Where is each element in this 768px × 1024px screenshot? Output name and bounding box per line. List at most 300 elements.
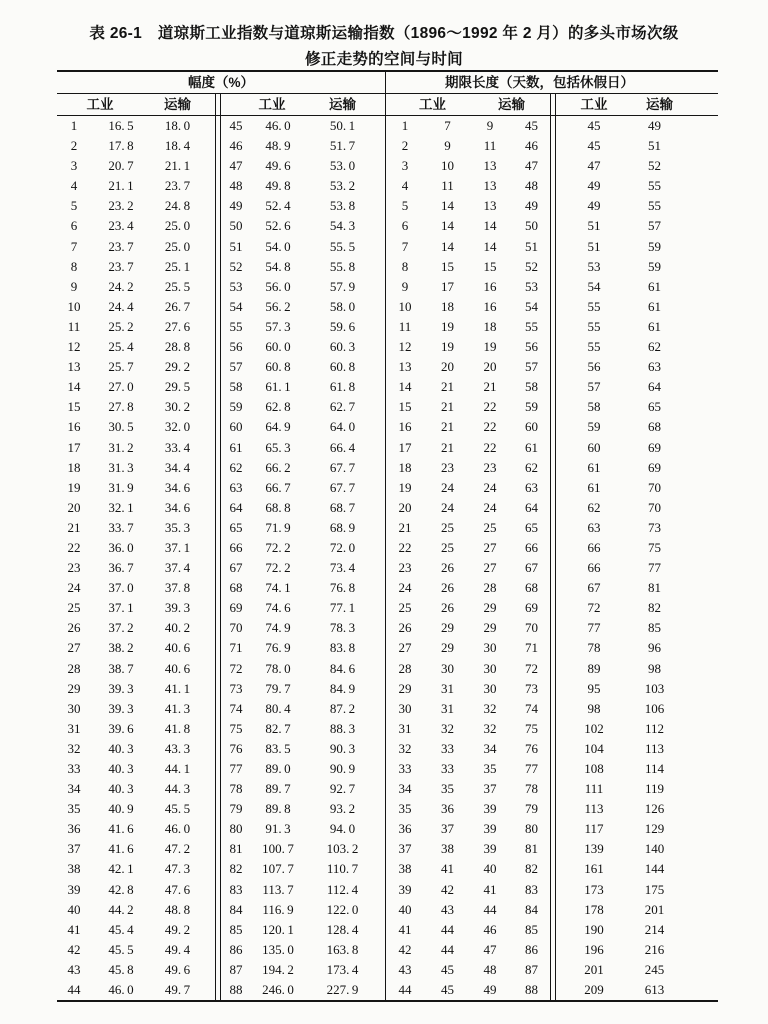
row-num-dur-1: 35 [398, 801, 412, 817]
amp-industry-1: 23. 4 [108, 218, 134, 234]
amp-industry-1: 45. 4 [108, 921, 134, 937]
dur-transport-1: 32 [483, 720, 497, 736]
row-num-amp-1: 19 [67, 479, 81, 495]
dur-industry-1: 21 [441, 399, 454, 415]
table-row [57, 498, 718, 518]
table-row [57, 458, 718, 478]
dur-industry-2: 51 [587, 218, 601, 234]
row-num-amp-2: 45 [229, 118, 243, 133]
row-num-dur-1: 16 [398, 419, 412, 435]
row-num-amp-1: 6 [70, 218, 78, 234]
amp-industry-2: 56. 0 [265, 278, 291, 294]
dur-industry-1: 18 [441, 298, 454, 314]
amp-industry-2: 82. 7 [265, 720, 291, 736]
row-num-amp-1: 7 [70, 238, 78, 254]
dur-transport-2: 61 [648, 298, 661, 314]
table-row [57, 719, 718, 739]
col-header-industry-1: 工业 [86, 97, 114, 112]
dur-transport-1: 14 [483, 238, 497, 254]
amp-transport-1: 37. 8 [164, 580, 191, 596]
amp-industry-1: 40. 3 [108, 781, 134, 797]
dur-industry-1: 33 [441, 740, 454, 756]
dur-industry-1: 9 [444, 138, 451, 154]
row-num-dur-1: 1 [401, 118, 409, 133]
row-num-dur-2: 70 [525, 620, 538, 636]
row-num-amp-2: 56 [229, 339, 243, 355]
row-num-dur-1: 6 [401, 218, 409, 234]
dur-transport-1: 24 [483, 499, 497, 515]
amp-transport-2: 83. 8 [329, 640, 356, 656]
table-row [57, 438, 718, 458]
dur-industry-1: 19 [441, 318, 454, 334]
amp-transport-2: 50. 1 [329, 118, 356, 133]
amp-industry-2: 194. 2 [262, 961, 294, 977]
amp-transport-1: 25. 1 [164, 258, 191, 274]
amp-transport-1: 32. 0 [164, 419, 191, 435]
amp-industry-1: 23. 7 [108, 258, 134, 274]
dur-transport-1: 21 [483, 379, 497, 395]
dur-industry-2: 161 [584, 861, 604, 877]
row-num-dur-1: 33 [398, 761, 412, 776]
row-num-dur-2: 57 [525, 359, 538, 375]
amp-industry-1: 39. 3 [108, 680, 134, 696]
dur-industry-2: 66 [587, 539, 601, 555]
dur-transport-2: 96 [648, 640, 661, 656]
row-num-dur-2: 54 [525, 298, 538, 314]
dur-transport-1: 39 [483, 801, 497, 817]
dur-transport-1: 9 [486, 118, 494, 133]
amp-transport-1: 23. 7 [164, 178, 191, 194]
table-row [57, 116, 718, 136]
row-num-dur-1: 39 [398, 881, 412, 897]
amp-industry-2: 56. 2 [265, 298, 291, 314]
amp-transport-1: 44. 1 [164, 761, 191, 776]
dur-transport-2: 82 [648, 600, 661, 616]
row-num-dur-1: 11 [398, 318, 412, 334]
row-num-dur-1: 38 [398, 861, 412, 877]
row-num-dur-1: 44 [398, 982, 412, 998]
row-num-dur-1: 40 [398, 901, 412, 917]
row-num-dur-2: 69 [525, 600, 538, 616]
row-num-amp-1: 17 [67, 439, 81, 455]
dur-transport-2: 51 [648, 138, 661, 154]
row-num-amp-2: 65 [229, 519, 243, 535]
dur-industry-1: 43 [441, 901, 454, 917]
amp-industry-1: 42. 1 [108, 861, 134, 877]
amplitude-group-divider-line [215, 94, 221, 1000]
row-num-dur-1: 7 [401, 238, 409, 254]
row-num-dur-1: 28 [398, 660, 412, 676]
dur-industry-2: 60 [587, 439, 601, 455]
table-row [57, 638, 718, 658]
amp-industry-2: 60. 0 [265, 339, 291, 355]
dur-transport-2: 114 [644, 761, 665, 776]
row-num-amp-1: 42 [67, 941, 81, 957]
row-num-dur-1: 8 [401, 258, 409, 274]
dur-transport-2: 201 [644, 901, 665, 917]
dur-transport-2: 49 [648, 118, 661, 133]
dur-transport-1: 30 [483, 660, 497, 676]
amp-transport-1: 25. 0 [164, 218, 191, 234]
dur-transport-2: 61 [648, 318, 661, 334]
amp-industry-1: 27. 8 [108, 399, 134, 415]
amp-transport-1: 33. 4 [164, 439, 191, 455]
row-num-amp-2: 63 [229, 479, 243, 495]
dur-transport-1: 20 [483, 359, 497, 375]
row-num-amp-2: 70 [229, 620, 243, 636]
table-body [57, 116, 718, 1000]
amp-transport-1: 18. 4 [164, 138, 191, 154]
dur-industry-1: 14 [441, 198, 454, 214]
amp-industry-2: 113. 7 [262, 881, 294, 897]
table-row [57, 216, 718, 236]
table-row [57, 920, 718, 940]
row-num-dur-2: 75 [525, 720, 538, 736]
row-num-dur-1: 34 [398, 781, 412, 797]
row-num-dur-2: 46 [525, 138, 538, 154]
row-num-amp-2: 84 [229, 901, 243, 917]
row-num-dur-1: 29 [398, 680, 412, 696]
amp-industry-1: 25. 7 [108, 359, 134, 375]
amp-transport-2: 68. 7 [329, 499, 356, 515]
amp-industry-1: 33. 7 [108, 519, 134, 535]
amp-transport-1: 46. 0 [164, 821, 191, 837]
amp-industry-2: 60. 8 [265, 359, 291, 375]
amp-transport-2: 73. 4 [329, 560, 356, 576]
row-num-amp-2: 69 [229, 600, 243, 616]
dur-industry-2: 108 [584, 761, 604, 776]
amp-industry-2: 78. 0 [265, 660, 291, 676]
col-header-industry-4: 工业 [580, 97, 608, 112]
dur-industry-2: 98 [587, 700, 601, 716]
dur-industry-1: 24 [441, 499, 454, 515]
row-num-dur-1: 42 [398, 941, 412, 957]
row-num-amp-1: 32 [67, 740, 81, 756]
dur-industry-1: 32 [441, 720, 454, 736]
row-num-amp-2: 83 [229, 881, 243, 897]
row-num-dur-2: 49 [525, 198, 538, 214]
row-num-dur-2: 58 [525, 379, 538, 395]
dur-industry-1: 44 [441, 941, 454, 957]
amp-industry-1: 38. 7 [108, 660, 134, 676]
dur-transport-2: 113 [644, 740, 665, 756]
table-row [57, 558, 718, 578]
amp-transport-1: 45. 5 [164, 801, 191, 817]
row-num-amp-1: 9 [70, 278, 78, 294]
row-num-dur-2: 48 [525, 178, 538, 194]
row-num-amp-1: 30 [67, 700, 81, 716]
dur-transport-1: 40 [483, 861, 497, 877]
dur-industry-1: 19 [441, 339, 454, 355]
dur-industry-1: 21 [441, 439, 454, 455]
dur-industry-1: 15 [441, 258, 454, 274]
dur-industry-2: 139 [584, 841, 604, 857]
row-num-dur-1: 24 [398, 580, 412, 596]
dur-industry-1: 26 [441, 580, 454, 596]
table-row [57, 518, 718, 538]
dur-industry-2: 61 [587, 479, 601, 495]
row-num-amp-2: 53 [229, 278, 243, 294]
row-num-amp-1: 27 [67, 640, 81, 656]
amp-transport-2: 110. 7 [326, 861, 359, 877]
amp-transport-2: 76. 8 [329, 580, 356, 596]
row-num-amp-2: 68 [229, 580, 243, 596]
row-num-amp-2: 55 [229, 318, 243, 334]
row-num-dur-1: 19 [398, 479, 412, 495]
amp-transport-2: 90. 9 [329, 761, 356, 776]
row-num-dur-2: 86 [525, 941, 538, 957]
dur-industry-1: 31 [441, 700, 454, 716]
dur-industry-2: 104 [584, 740, 604, 756]
dur-industry-1: 36 [441, 801, 454, 817]
row-num-amp-1: 11 [67, 318, 81, 334]
amp-industry-1: 40. 3 [108, 740, 134, 756]
dur-transport-2: 216 [644, 941, 665, 957]
row-num-amp-1: 24 [67, 580, 81, 596]
amp-industry-2: 74. 9 [265, 620, 291, 636]
dur-industry-2: 196 [584, 941, 604, 957]
dur-industry-1: 41 [441, 861, 454, 877]
row-num-amp-2: 57 [229, 359, 243, 375]
row-num-dur-2: 68 [525, 580, 538, 596]
amp-industry-2: 79. 7 [265, 680, 291, 696]
amp-transport-2: 77. 1 [329, 600, 356, 616]
dur-transport-1: 22 [483, 399, 497, 415]
row-num-amp-2: 79 [229, 801, 243, 817]
dur-transport-1: 14 [483, 218, 497, 234]
table-row [57, 859, 718, 879]
amp-industry-2: 72. 2 [265, 560, 291, 576]
amp-industry-1: 37. 1 [108, 600, 134, 616]
table-row [57, 317, 718, 337]
amp-transport-1: 24. 8 [164, 198, 191, 214]
dur-industry-1: 14 [441, 238, 454, 254]
dur-transport-2: 68 [648, 419, 661, 435]
row-num-amp-1: 35 [67, 801, 81, 817]
row-num-amp-2: 54 [229, 298, 243, 314]
amp-transport-2: 84. 6 [329, 660, 356, 676]
row-num-dur-1: 21 [398, 519, 412, 535]
amp-transport-2: 72. 0 [329, 539, 356, 555]
row-num-dur-2: 53 [525, 278, 538, 294]
amp-transport-1: 30. 2 [164, 399, 191, 415]
dur-transport-2: 106 [644, 700, 665, 716]
dur-industry-2: 72 [587, 600, 601, 616]
amp-transport-1: 40. 6 [164, 660, 191, 676]
row-num-dur-1: 17 [398, 439, 412, 455]
amp-industry-1: 40. 9 [108, 801, 134, 817]
table-row [57, 357, 718, 377]
dur-transport-1: 16 [483, 278, 497, 294]
row-num-amp-2: 48 [229, 178, 243, 194]
row-num-dur-2: 63 [525, 479, 538, 495]
dur-transport-2: 175 [644, 881, 665, 897]
dur-industry-2: 63 [587, 519, 601, 535]
dur-transport-1: 22 [483, 439, 497, 455]
dur-industry-2: 49 [587, 178, 601, 194]
row-num-amp-2: 74 [229, 700, 243, 716]
dur-industry-2: 57 [587, 379, 601, 395]
row-num-amp-1: 21 [67, 519, 81, 535]
table-row [57, 679, 718, 699]
dur-transport-2: 126 [644, 801, 665, 817]
row-num-dur-2: 66 [525, 539, 538, 555]
row-num-amp-2: 66 [229, 539, 243, 555]
dur-industry-2: 190 [584, 921, 604, 937]
row-num-dur-1: 2 [401, 138, 409, 154]
amp-industry-1: 31. 3 [108, 459, 134, 475]
row-num-dur-2: 74 [525, 700, 538, 716]
table-caption [0, 21, 768, 73]
row-num-amp-2: 46 [229, 138, 243, 154]
row-num-amp-2: 80 [229, 821, 243, 837]
col-header-transport-3: 运输 [498, 97, 525, 112]
dur-transport-2: 129 [644, 821, 665, 837]
table-column-header-row [57, 94, 718, 116]
amp-industry-1: 32. 1 [108, 499, 134, 515]
row-num-dur-2: 67 [525, 560, 538, 576]
amp-transport-2: 227. 9 [326, 982, 359, 998]
amp-transport-1: 41. 8 [164, 720, 191, 736]
amp-industry-1: 38. 2 [108, 640, 134, 656]
row-num-amp-1: 37 [67, 841, 81, 857]
row-num-dur-1: 43 [398, 961, 412, 977]
duration-group-divider-line [550, 94, 556, 1000]
amp-industry-2: 71. 9 [265, 519, 291, 535]
dur-transport-2: 69 [648, 439, 661, 455]
dur-transport-2: 70 [648, 479, 661, 495]
section-divider-line [385, 72, 386, 1000]
amp-industry-2: 89. 0 [265, 761, 291, 776]
amp-transport-1: 34. 6 [164, 499, 191, 515]
table-caption-line1: 表 26-1 道琼斯工业指数与道琼斯运输指数（1896～1992 年 2 月）的多头市场次级 [89, 25, 679, 42]
row-num-dur-2: 87 [525, 961, 538, 977]
amp-transport-1: 49. 2 [164, 921, 191, 937]
dur-transport-1: 24 [483, 479, 497, 495]
amp-industry-1: 41. 6 [108, 821, 134, 837]
table-row [57, 297, 718, 317]
row-num-dur-2: 85 [525, 921, 538, 937]
amp-industry-2: 80. 4 [265, 700, 291, 716]
dur-industry-1: 25 [441, 539, 454, 555]
dur-industry-2: 78 [587, 640, 601, 656]
dur-industry-1: 10 [441, 158, 454, 174]
dur-industry-2: 66 [587, 560, 601, 576]
amp-industry-1: 39. 3 [108, 700, 134, 716]
amp-industry-2: 74. 1 [265, 580, 291, 596]
dur-industry-2: 77 [587, 620, 601, 636]
table-row [57, 478, 718, 498]
amp-industry-1: 40. 3 [108, 761, 134, 776]
row-num-amp-1: 34 [67, 781, 81, 797]
dur-industry-2: 49 [587, 198, 601, 214]
amp-transport-1: 47. 3 [164, 861, 191, 877]
amp-transport-2: 51. 7 [329, 138, 356, 154]
dur-transport-2: 112 [644, 720, 665, 736]
dur-transport-1: 30 [483, 680, 497, 696]
dur-industry-2: 89 [587, 660, 601, 676]
row-num-dur-2: 78 [525, 781, 538, 797]
amp-transport-2: 87. 2 [329, 700, 356, 716]
dur-industry-1: 42 [441, 881, 454, 897]
table-row [57, 799, 718, 819]
col-header-industry-2: 工业 [258, 97, 286, 112]
dur-transport-1: 32 [483, 700, 497, 716]
amp-transport-1: 35. 3 [164, 519, 191, 535]
amp-industry-1: 31. 9 [108, 479, 134, 495]
dur-industry-1: 37 [441, 821, 454, 837]
amp-transport-2: 93. 2 [329, 801, 356, 817]
dur-industry-2: 201 [584, 961, 604, 977]
dur-industry-2: 55 [587, 318, 601, 334]
table-row [57, 779, 718, 799]
row-num-amp-1: 15 [67, 399, 81, 415]
amp-transport-1: 39. 3 [164, 600, 191, 616]
row-num-dur-2: 51 [525, 238, 538, 254]
amp-industry-2: 89. 8 [265, 801, 291, 817]
dur-transport-2: 140 [644, 841, 665, 857]
amp-industry-1: 31. 2 [108, 439, 134, 455]
dur-transport-1: 37 [483, 781, 497, 797]
amp-transport-2: 62. 7 [329, 399, 356, 415]
row-num-dur-2: 81 [525, 841, 538, 857]
dur-transport-1: 47 [483, 941, 497, 957]
dur-transport-2: 144 [644, 861, 665, 877]
row-num-amp-1: 28 [67, 660, 81, 676]
amp-industry-2: 72. 2 [265, 539, 291, 555]
amp-transport-2: 88. 3 [329, 720, 356, 736]
row-num-dur-2: 56 [525, 339, 538, 355]
dur-transport-2: 81 [648, 580, 661, 596]
row-num-amp-1: 1 [70, 118, 78, 133]
row-num-amp-2: 82 [229, 861, 243, 877]
dur-industry-1: 29 [441, 640, 454, 656]
amp-transport-2: 67. 7 [329, 459, 356, 475]
dur-transport-1: 13 [483, 158, 497, 174]
row-num-amp-2: 78 [229, 781, 243, 797]
amp-transport-2: 55. 8 [329, 258, 356, 274]
amp-transport-1: 29. 2 [164, 359, 191, 375]
row-num-amp-2: 52 [229, 258, 243, 274]
row-num-amp-2: 49 [229, 198, 243, 214]
dur-transport-1: 28 [483, 580, 497, 596]
amp-transport-1: 48. 8 [164, 901, 191, 917]
amp-transport-2: 53. 0 [329, 158, 356, 174]
amp-transport-2: 53. 8 [329, 198, 356, 214]
dur-transport-1: 48 [483, 961, 497, 977]
dur-transport-2: 214 [644, 921, 665, 937]
section-header-duration: 期限长度（天数，包括休假日） [445, 75, 634, 90]
dur-transport-2: 63 [648, 359, 661, 375]
amp-industry-1: 20. 7 [108, 158, 134, 174]
dur-transport-1: 44 [483, 901, 497, 917]
dur-transport-2: 65 [648, 399, 661, 415]
row-num-dur-1: 3 [401, 158, 409, 174]
col-header-industry-3: 工业 [419, 97, 446, 112]
table-row [57, 659, 718, 679]
dur-industry-2: 59 [587, 419, 601, 435]
dur-transport-2: 59 [648, 258, 661, 274]
row-num-dur-1: 4 [401, 178, 409, 194]
row-num-amp-2: 59 [229, 399, 243, 415]
row-num-amp-1: 39 [67, 881, 81, 897]
dur-industry-1: 26 [441, 560, 454, 576]
row-num-dur-1: 25 [398, 600, 412, 616]
dur-transport-2: 55 [648, 178, 661, 194]
row-num-amp-1: 22 [67, 539, 81, 555]
amp-industry-2: 46. 0 [265, 118, 291, 133]
dur-transport-2: 59 [648, 238, 661, 254]
